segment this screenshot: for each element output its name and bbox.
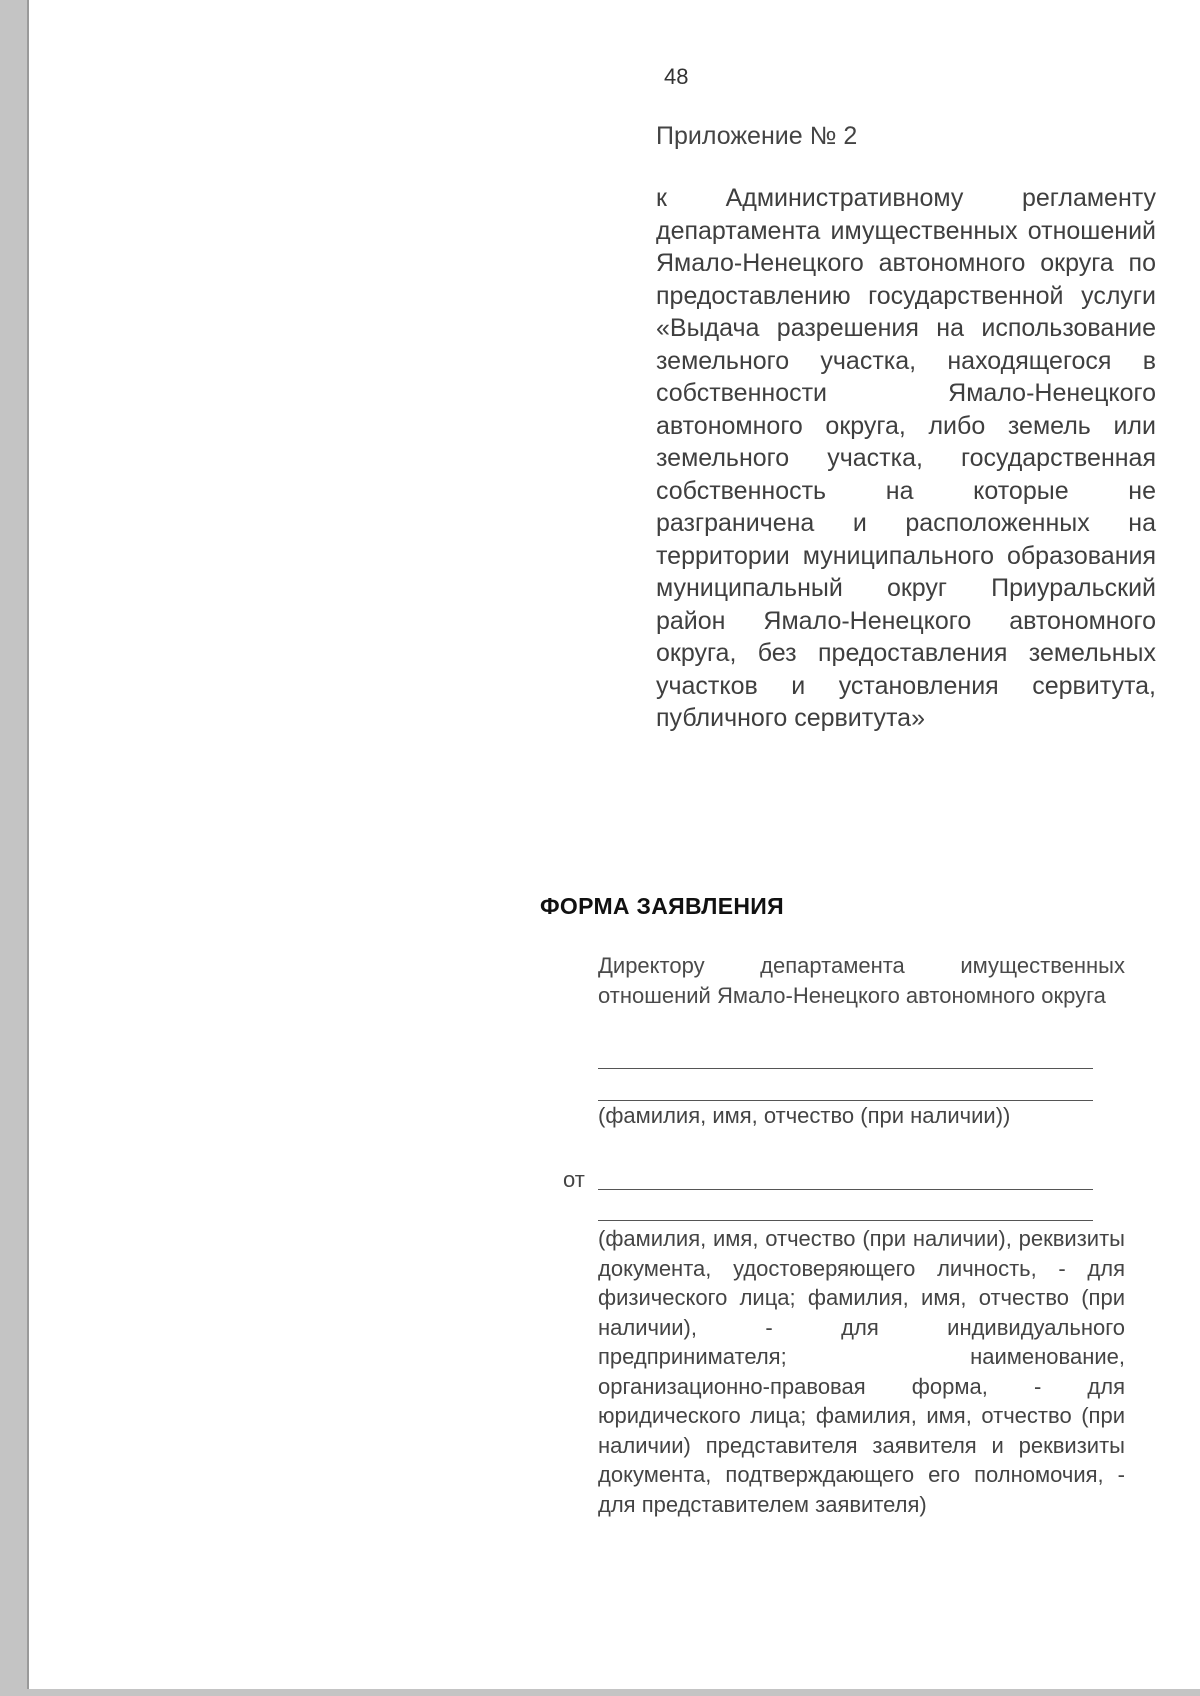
- addressee-name-line-1: [598, 1068, 1093, 1069]
- addressee-name-caption: (фамилия, имя, отчество (при наличии)): [598, 1103, 1011, 1128]
- appendix-reference-text: к Административному регламенту департамента имущественных отношений Ямало-Ненецкого автономного округа по предоставлению государственной услуги «Выдача разрешения на использование земельного участка, находящегося в собственности Ямало-Ненецкого автономного округа, либо земель или земельного участка, государственная собственность на которые не разграничена и расположенных на территории муниципального образования муниципальный округ Приуральский район Ямало-Ненецкого автономного округа, без предоставления земельных участков и установления сервитута, публичного сервитута»: [656, 184, 1156, 732]
- addressee-text: Директору департамента имущественных отношений Ямало-Ненецкого автономного округа: [598, 953, 1125, 1008]
- form-heading: ФОРМА ЗАЯВЛЕНИЯ: [540, 893, 784, 919]
- from-label: от: [563, 1167, 585, 1192]
- applicant-caption: (фамилия, имя, отчество (при наличии), реквизиты документа, удостоверяющего личность, - для физического лица; фамилия, имя, отчество (при наличии), - для индивидуального предпринимателя; наименование, организационно-правовая форма, - для юридического лица; фамилия, имя, отчество (при наличии) представителя заявителя и реквизиты документа, подтверждающего его полномочия, - для представителем заявителя): [598, 1226, 1125, 1517]
- addressee-name-line-2: [598, 1100, 1093, 1101]
- applicant-line-2: [598, 1220, 1093, 1221]
- appendix-reference: [656, 182, 1156, 735]
- applicant-line-1: [598, 1189, 1093, 1190]
- page-edge-divider: [27, 0, 29, 1689]
- appendix-title: Приложение № 2: [656, 122, 858, 150]
- page-number: 48: [664, 64, 689, 89]
